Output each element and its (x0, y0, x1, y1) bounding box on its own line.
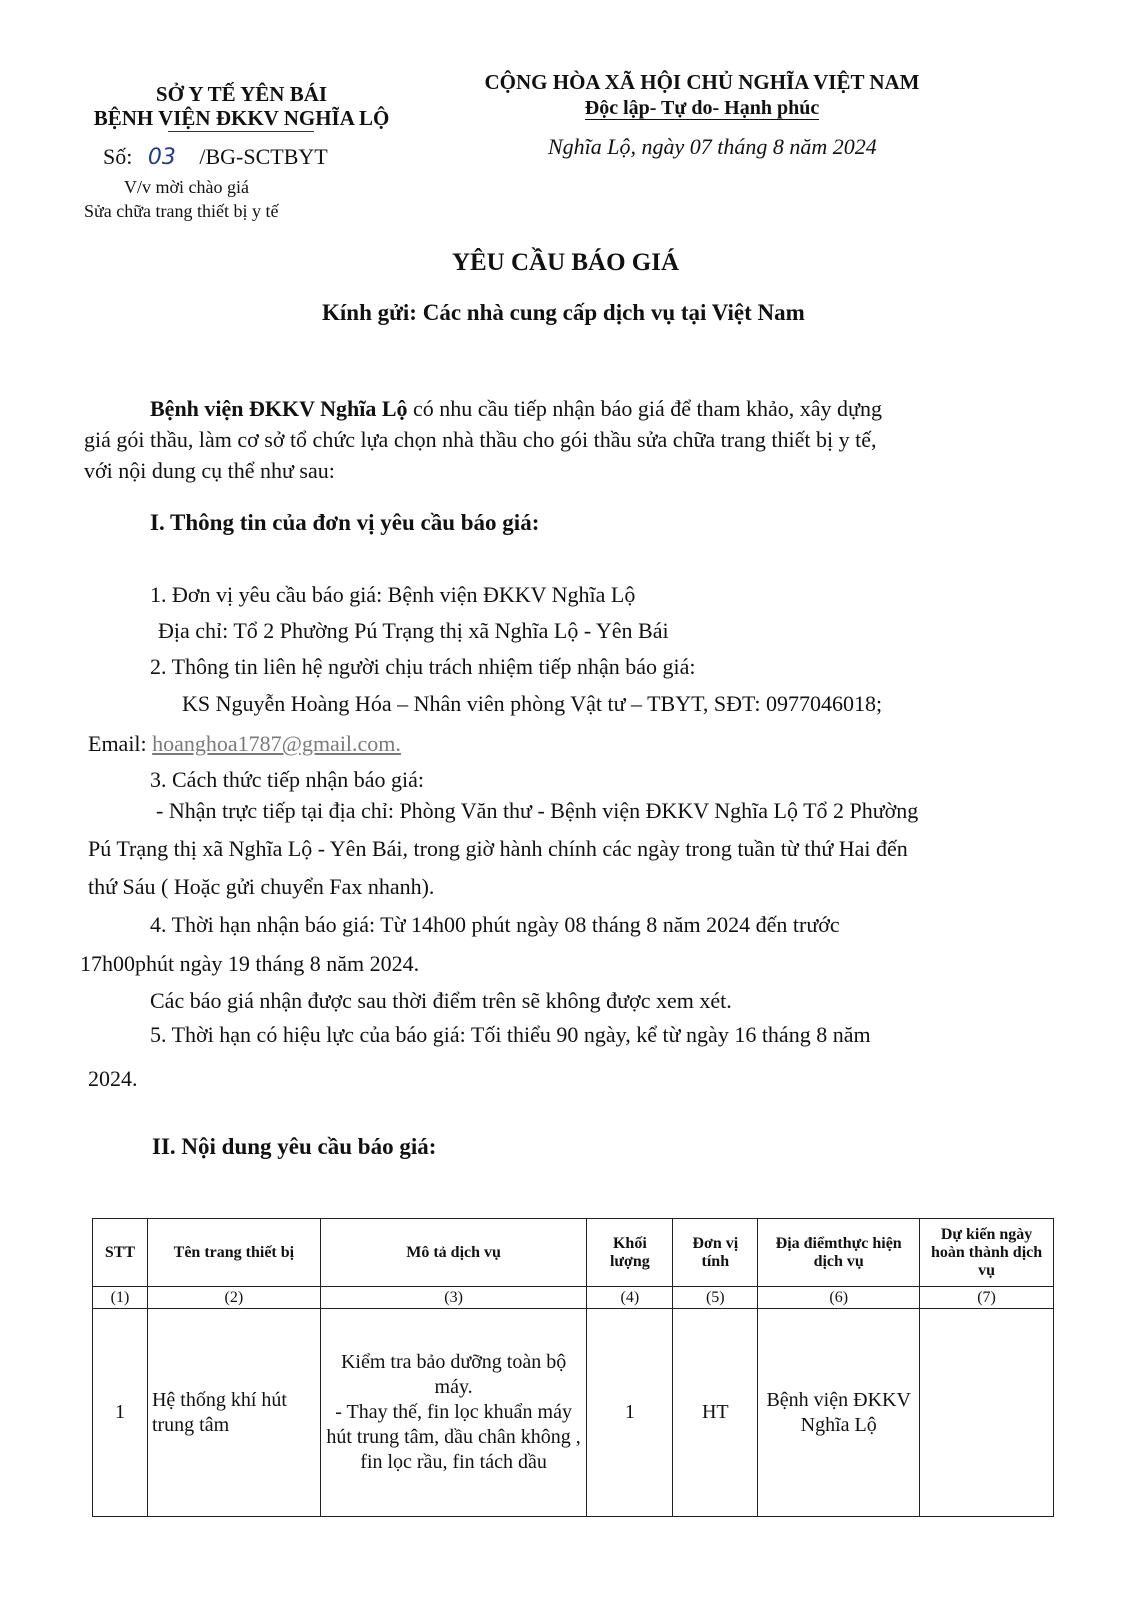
section-1-item-5-line-1: 5. Thời hạn có hiệu lực của báo giá: Tối thiểu 90 ngày, kể từ ngày 16 tháng 8 năm (150, 1022, 871, 1047)
section-1-email-line (88, 731, 401, 757)
header-location: Địa điểmthực hiện dịch vụ (758, 1219, 920, 1287)
section-1-item-5-line-2: 2024. (88, 1066, 138, 1091)
section-1-item-3-line-1: - Nhận trực tiếp tại địa chỉ: Phòng Văn thư - Bệnh viện ĐKKV Nghĩa Lộ Tổ 2 Phường (156, 798, 919, 823)
section-1-item-4-line-1: 4. Thời hạn nhận báo giá: Từ 14h00 phút ngày 08 tháng 8 năm 2024 đến trước (150, 912, 840, 937)
intro-line-3: với nội dung cụ thể như sau: (84, 458, 335, 483)
subject-line-1: V/v mời chào giá (124, 177, 249, 197)
col-number: (4) (587, 1287, 673, 1309)
cell-quantity: 1 (587, 1309, 673, 1517)
email-label: Email: (88, 731, 153, 756)
section-1-item-4-note: Các báo giá nhận được sau thời điểm trên sẽ không được xem xét. (150, 988, 732, 1013)
cell-equipment-name: Hệ thống khí hút trung tâm (147, 1309, 320, 1517)
section-1-item-3: 3. Cách thức tiếp nhận báo giá: (150, 767, 425, 792)
intro-line-1 (150, 396, 882, 422)
number-suffix: /BG-SCTBYT (199, 144, 328, 169)
section-1-item-3-line-2: Pú Trạng thị xã Nghĩa Lộ - Yên Bái, trong giờ hành chính các ngày trong tuần từ thứ Hai đến (88, 836, 908, 861)
description-line-1: Kiểm tra bảo dưỡng toàn bộ máy. (340, 1351, 567, 1398)
section-1-address: Địa chỉ: Tổ 2 Phường Pú Trạng thị xã Nghĩa Lộ - Yên Bái (158, 618, 669, 643)
cell-unit: HT (673, 1309, 758, 1517)
section-2-heading: II. Nội dung yêu cầu báo giá: (152, 1134, 437, 1159)
col-number: (6) (758, 1287, 920, 1309)
document-title: YÊU CẦU BÁO GIÁ (451, 249, 680, 276)
col-number: (7) (920, 1287, 1054, 1309)
header-unit: Đơn vị tính (673, 1219, 758, 1287)
header-quantity: Khối lượng (587, 1219, 673, 1287)
header-service-description: Mô tả dịch vụ (320, 1219, 587, 1287)
table-header-row (93, 1219, 1054, 1287)
document-number (103, 144, 328, 170)
intro-line-2: giá gói thầu, làm cơ sở tổ chức lựa chọn nhà thầu cho gói thầu sửa chữa trang thiết bị y tế, (84, 427, 877, 452)
header-divider-left (168, 131, 314, 132)
col-number: (2) (147, 1287, 320, 1309)
number-label: Số: (103, 144, 133, 169)
description-line-2: - Thay thế, fin lọc khuẩn máy hút trung tâm, dầu chân không , fin lọc rầu, fin tách dầu (326, 1401, 581, 1473)
cell-location: Bệnh viện ĐKKV Nghĩa Lộ (758, 1309, 920, 1517)
table-row (93, 1309, 1054, 1517)
hospital-name: BỆNH VIỆN ĐKKV NGHĨA LỘ (93, 106, 390, 130)
section-1-item-1: 1. Đơn vị yêu cầu báo giá: Bệnh viện ĐKKV Nghĩa Lộ (150, 582, 636, 607)
col-number: (3) (320, 1287, 587, 1309)
section-1-heading: I. Thông tin của đơn vị yêu cầu báo giá: (150, 510, 540, 535)
header-stt: STT (93, 1219, 148, 1287)
motto-text: Độc lập- Tự do- Hạnh phúc (584, 97, 820, 119)
cell-service-description (320, 1309, 587, 1517)
document-date: Nghĩa Lộ, ngày 07 tháng 8 năm 2024 (548, 134, 877, 159)
intro-bold-lead: Bệnh viện ĐKKV Nghĩa Lộ (150, 396, 408, 421)
cell-expected-date (920, 1309, 1054, 1517)
agency-name: SỞ Y TẾ YÊN BÁI (155, 82, 328, 106)
header-expected-date: Dự kiến ngày hoàn thành dịch vụ (920, 1219, 1054, 1287)
section-1-item-3-line-3: thứ Sáu ( Hoặc gửi chuyển Fax nhanh). (88, 874, 435, 899)
nation-title: CỘNG HÒA XÃ HỘI CHỦ NGHĨA VIỆT NAM (484, 70, 920, 94)
handwritten-number: 03 (147, 145, 176, 170)
header-equipment-name: Tên trang thiết bị (147, 1219, 320, 1287)
national-motto (460, 97, 944, 120)
subject-line-2: Sửa chữa trang thiết bị y tế (84, 201, 279, 221)
table-column-number-row (93, 1287, 1054, 1309)
email-link[interactable]: hoanghoa1787@gmail.com. (152, 731, 401, 756)
section-1-contact: KS Nguyễn Hoàng Hóa – Nhân viên phòng Vật tư – TBYT, SĐT: 0977046018; (182, 691, 883, 716)
recipient-line: Kính gửi: Các nhà cung cấp dịch vụ tại Việt Nam (322, 300, 805, 325)
section-1-item-4-line-2: 17h00phút ngày 19 tháng 8 năm 2024. (80, 951, 420, 976)
col-number: (5) (673, 1287, 758, 1309)
col-number: (1) (93, 1287, 148, 1309)
quote-request-table (92, 1218, 1054, 1517)
intro-line-1-rest: có nhu cầu tiếp nhận báo giá để tham khảo, xây dựng (407, 396, 882, 421)
cell-stt: 1 (93, 1309, 148, 1517)
section-1-item-2: 2. Thông tin liên hệ người chịu trách nhiệm tiếp nhận báo giá: (150, 654, 696, 679)
